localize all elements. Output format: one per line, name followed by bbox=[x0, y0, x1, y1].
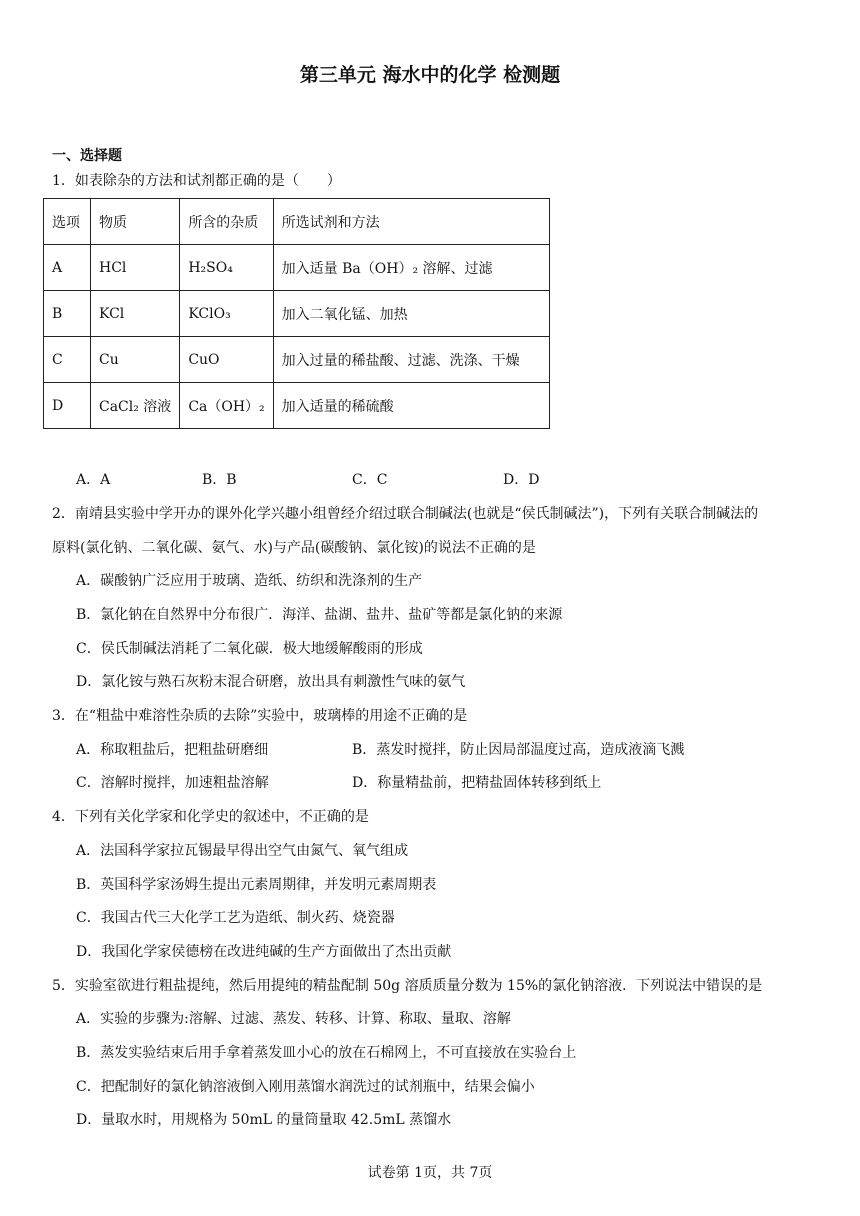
q5-option-a: A．实验的步骤为:溶解、过滤、蒸发、转移、计算、称取、量取、溶解 bbox=[76, 1011, 511, 1027]
q3-stem: 3．在“粗盐中难溶性杂质的去除”实验中，玻璃棒的用途不正确的是 bbox=[52, 708, 468, 724]
q1-table bbox=[43, 198, 550, 429]
q1-option-b: B．B bbox=[202, 472, 237, 488]
q2-option-b: B．氯化钠在自然界中分布很广．海洋、盐湖、盐井、盐矿等都是氯化钠的来源 bbox=[76, 607, 563, 623]
table-header-cell: 物质 bbox=[91, 199, 180, 245]
q3-option-d: D．称量精盐前，把精盐固体转移到纸上 bbox=[352, 775, 602, 791]
table-cell: Ca（OH）₂ bbox=[180, 383, 273, 429]
table-cell: Cu bbox=[91, 337, 180, 383]
q4-stem: 4．下列有关化学家和化学史的叙述中，不正确的是 bbox=[52, 809, 369, 825]
page-footer: 试卷第 1页，共 7页 bbox=[367, 1165, 493, 1181]
q4-option-a: A．法国科学家拉瓦锡最早得出空气由氮气、氧气组成 bbox=[76, 843, 409, 859]
q5-stem: 5．实验室欲进行粗盐提纯，然后用提纯的精盐配制 50g 溶质质量分数为 15%的氯化钠溶液．下列说法中错误的是 bbox=[52, 978, 763, 994]
table-cell: CaCl₂ 溶液 bbox=[91, 383, 180, 429]
q1-option-c: C．C bbox=[352, 472, 388, 488]
table-cell: 加入二氧化锰、加热 bbox=[273, 291, 549, 337]
page-title: 第三单元 海水中的化学 检测题 bbox=[299, 64, 561, 86]
table-row bbox=[44, 291, 550, 337]
table-cell: A bbox=[44, 245, 91, 291]
table-cell: D bbox=[44, 383, 91, 429]
q2-option-c: C．侯氏制碱法消耗了二氧化碳．极大地缓解酸雨的形成 bbox=[76, 641, 423, 657]
table-cell: C bbox=[44, 337, 91, 383]
table-cell: 加入适量的稀硫酸 bbox=[273, 383, 549, 429]
q3-option-c: C．溶解时搅拌，加速粗盐溶解 bbox=[76, 775, 269, 791]
table-row bbox=[44, 245, 550, 291]
table-row bbox=[44, 337, 550, 383]
q5-option-b: B．蒸发实验结束后用手拿着蒸发皿小心的放在石棉网上，不可直接放在实验台上 bbox=[76, 1045, 577, 1061]
table-cell: KClO₃ bbox=[180, 291, 273, 337]
table-header-cell: 所含的杂质 bbox=[180, 199, 273, 245]
table-cell: 加入过量的稀盐酸、过滤、洗涤、干燥 bbox=[273, 337, 549, 383]
table-cell: HCl bbox=[91, 245, 180, 291]
q4-option-d: D．我国化学家侯德榜在改进纯碱的生产方面做出了杰出贡献 bbox=[76, 944, 452, 960]
table-row bbox=[44, 383, 550, 429]
q2-option-a: A．碳酸钠广泛应用于玻璃、造纸、纺织和洗涤剂的生产 bbox=[76, 573, 423, 589]
q4-option-c: C．我国古代三大化学工艺为造纸、制火药、烧瓷器 bbox=[76, 910, 395, 926]
table-cell: B bbox=[44, 291, 91, 337]
q3-option-a: A．称取粗盐后，把粗盐研磨细 bbox=[76, 742, 269, 758]
q1-option-d: D．D bbox=[503, 472, 540, 488]
q5-option-d: D．量取水时，用规格为 50mL 的量筒量取 42.5mL 蒸馏水 bbox=[76, 1112, 452, 1128]
table-cell: CuO bbox=[180, 337, 273, 383]
table-header-cell: 选项 bbox=[44, 199, 91, 245]
q2-stem-line1: 2．南靖县实验中学开办的课外化学兴趣小组曾经介绍过联合制碱法(也就是“侯氏制碱法”)，下列有关联合制碱法的 bbox=[52, 506, 759, 522]
q2-option-d: D．氯化铵与熟石灰粉末混合研磨，放出具有刺激性气味的氨气 bbox=[76, 674, 466, 690]
q1-option-a: A．A bbox=[76, 472, 111, 488]
table-header-row bbox=[44, 199, 550, 245]
q4-option-b: B．英国科学家汤姆生提出元素周期律，并发明元素周期表 bbox=[76, 877, 437, 893]
table-cell: 加入适量 Ba（OH）₂ 溶解、过滤 bbox=[273, 245, 549, 291]
q2-stem-line2: 原料(氯化钠、二氧化碳、氨气、水)与产品(碳酸钠、氯化铵)的说法不正确的是 bbox=[52, 540, 536, 556]
section-heading: 一、选择题 bbox=[52, 148, 122, 164]
q3-option-b: B．蒸发时搅拌，防止因局部温度过高，造成液滴飞溅 bbox=[352, 742, 685, 758]
table-cell: KCl bbox=[91, 291, 180, 337]
q5-option-c: C．把配制好的氯化钠溶液倒入刚用蒸馏水润洗过的试剂瓶中，结果会偏小 bbox=[76, 1079, 535, 1095]
table-cell: H₂SO₄ bbox=[180, 245, 273, 291]
table-header-cell: 所选试剂和方法 bbox=[273, 199, 549, 245]
q1-stem: 1．如表除杂的方法和试剂都正确的是（ ） bbox=[52, 173, 341, 189]
